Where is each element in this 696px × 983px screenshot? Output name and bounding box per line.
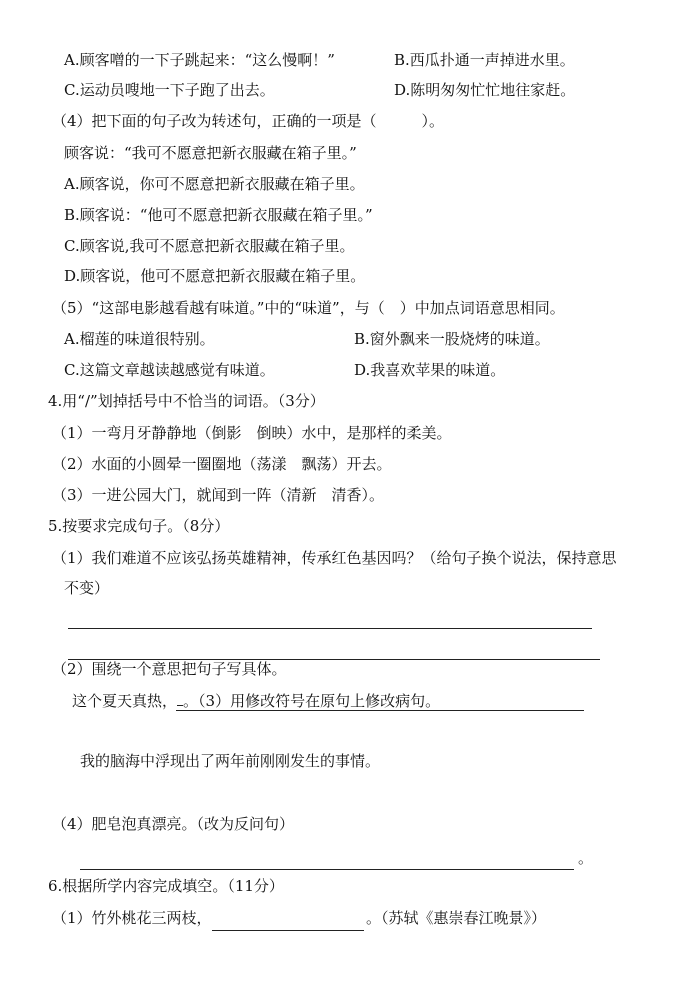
q5-option-d: D.我喜欢苹果的味道。	[354, 361, 506, 379]
q4-stem: （4）把下面的句子改为转述句，正确的一项是（ ）。	[52, 112, 445, 130]
section6-title: 6.根据所学内容完成填空。（11分）	[48, 877, 284, 895]
section4-item-1: （1）一弯月牙静静地（倒影 倒映）水中，是那样的柔美。	[52, 424, 452, 442]
section5-item-1-line-1: （1）我们难道不应该弘扬英雄精神，传承红色基因吗？（给句子换个说法，保持意思	[52, 549, 617, 567]
section5-item-2-stem: （2）围绕一个意思把句子写具体。	[52, 660, 287, 678]
q5-option-b: B.窗外飘来一股烧烤的味道。	[354, 330, 550, 348]
q4-option-b: B.顾客说：“他可不愿意把新衣服藏在箱子里。”	[64, 206, 373, 224]
q4-option-d: D.顾客说，他可不愿意把新衣服藏在箱子里。	[64, 267, 366, 285]
section5-item-4-end: 。	[578, 849, 594, 867]
q4-option-a: A.顾客说，你可不愿意把新衣服藏在箱子里。	[64, 175, 365, 193]
q5-option-c: C.这篇文章越读越感觉有味道。	[64, 361, 275, 379]
section5-item-2-prefix: 这个夏天真热，	[72, 692, 178, 710]
section6-item-1-prefix: （1）竹外桃花三两枝，	[52, 909, 212, 927]
section4-item-2: （2）水面的小圆晕一圈圈地（荡漾 飘荡）开去。	[52, 455, 392, 473]
answer-line-1[interactable]	[68, 628, 592, 629]
q3-option-c: C.运动员嗖地一下子跑了出去。	[64, 81, 275, 99]
section4-title: 4.用“/”划掉括号中不恰当的词语。（3分）	[48, 392, 325, 410]
q5-stem: （5）“这部电影越看越有味道。”中的“味道”，与（ ）中加点词语意思相同。	[52, 299, 565, 317]
q4-option-c: C.顾客说,我可不愿意把新衣服藏在箱子里。	[64, 237, 355, 255]
q4-sentence: 顾客说：“我可不愿意把新衣服藏在箱子里。”	[64, 144, 357, 162]
q5-option-a: A.榴莲的味道很特别。	[64, 330, 215, 348]
section5-item-1-line-2: 不变）	[64, 579, 110, 597]
answer-line-4[interactable]	[80, 869, 574, 870]
section4-item-3: （3）一进公园大门，就闻到一阵（清新 清香）。	[52, 486, 385, 504]
section5-item-4-stem: （4）肥皂泡真漂亮。（改为反问句）	[52, 815, 295, 833]
q3-option-b: B.西瓜扑通一声掉进水里。	[394, 51, 575, 69]
answer-line-3[interactable]	[176, 710, 584, 711]
section5-item-2-dot: 。	[183, 692, 199, 710]
section6-item-1-suffix: 。（苏轼《惠崇春江晚景》）	[366, 909, 547, 927]
section5-item-3-stem: （3）用修改符号在原句上修改病句。	[198, 692, 441, 710]
answer-line-5[interactable]	[212, 930, 364, 931]
section5-item-2-row	[72, 689, 440, 709]
q3-option-d: D.陈明匆匆忙忙地往家赶。	[394, 81, 576, 99]
q3-option-a: A.顾客噌的一下子跳起来：“这么慢啊！”	[64, 51, 335, 69]
section5-title: 5.按要求完成句子。（8分）	[48, 517, 230, 535]
section5-item-3-sentence: 我的脑海中浮现出了两年前刚刚发生的事情。	[80, 752, 381, 770]
